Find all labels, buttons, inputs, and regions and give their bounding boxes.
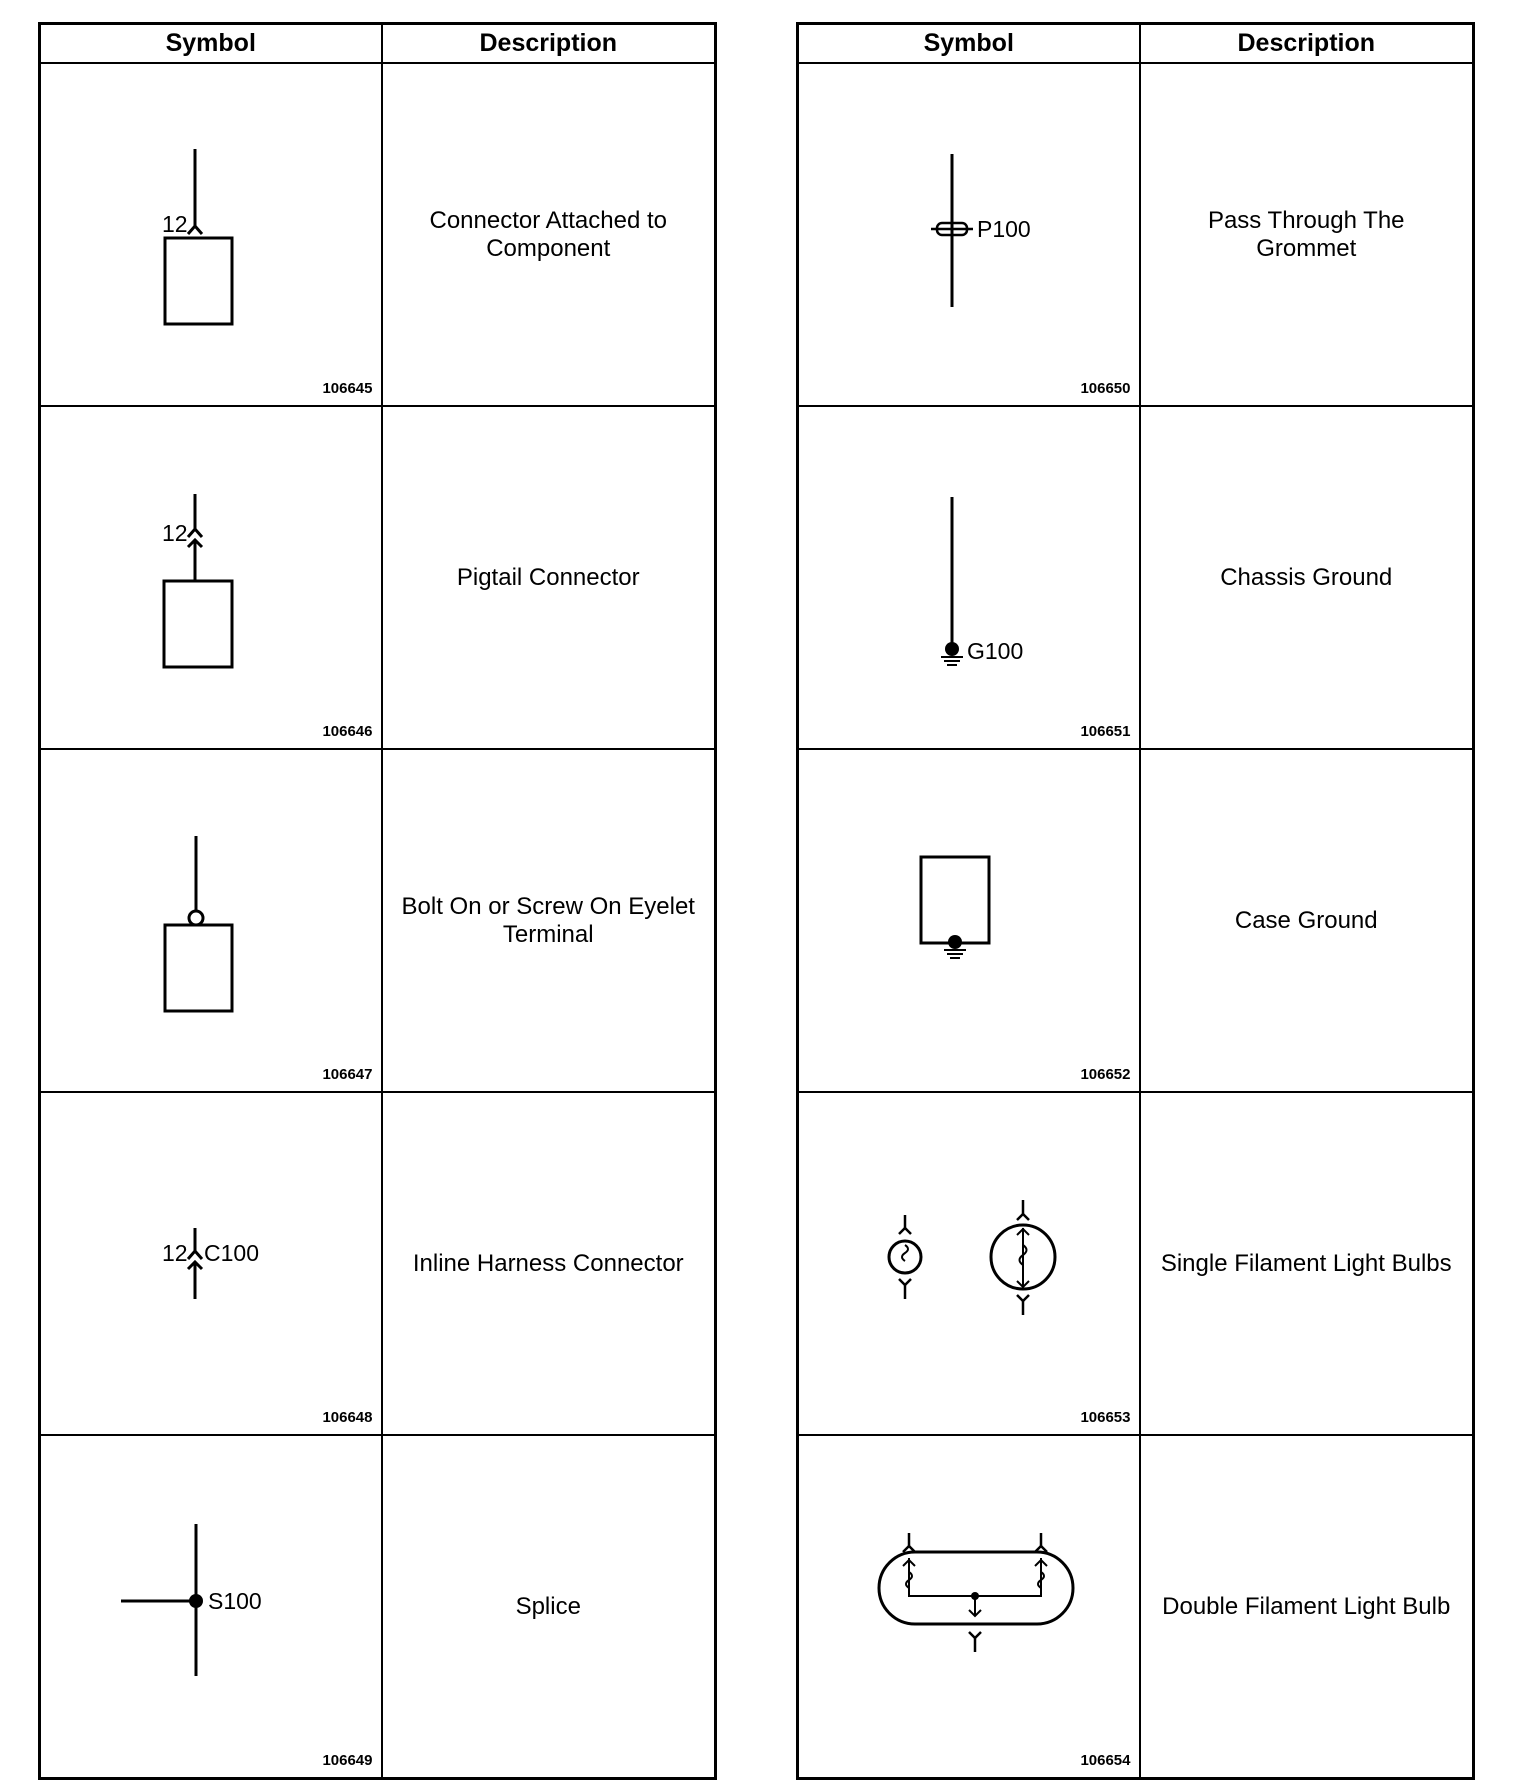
left-symbol-table: [38, 22, 717, 1780]
eyelet-terminal-icon: [41, 750, 383, 1091]
symbol-cell: [798, 63, 1140, 406]
symbol-cell: [798, 1435, 1140, 1779]
chassis-ground-icon: [799, 407, 1141, 748]
description-cell: Inline Harness Connector: [382, 1092, 716, 1435]
symbol-cell: [40, 406, 382, 749]
inline-harness-connector-icon: [41, 1093, 383, 1434]
table-row: [40, 1435, 716, 1779]
figure-id: 106647: [322, 1066, 373, 1083]
figure-id: 106650: [1080, 380, 1131, 397]
description-column-header: Description: [1140, 24, 1474, 64]
symbol-cell: [40, 1435, 382, 1779]
description-cell: Double Filament Light Bulb: [1140, 1435, 1474, 1779]
description-cell: Single Filament Light Bulbs: [1140, 1092, 1474, 1435]
table-row: [40, 1092, 716, 1435]
table-row: [798, 406, 1474, 749]
description-cell: Pigtail Connector: [382, 406, 716, 749]
figure-id: 106649: [322, 1752, 373, 1769]
splice-icon: [41, 1436, 383, 1777]
table-row: [40, 749, 716, 1092]
table-row: [40, 406, 716, 749]
symbol-cell: [40, 749, 382, 1092]
connector-label: 12: [162, 520, 188, 546]
table-row: [798, 749, 1474, 1092]
connector-attached-icon: [41, 64, 383, 405]
connector-id-label: C100: [204, 1240, 259, 1266]
figure-id: 106652: [1080, 1066, 1131, 1083]
symbol-column-header: Symbol: [798, 24, 1140, 64]
description-cell: Connector Attached to Component: [382, 63, 716, 406]
grommet-icon: [799, 64, 1141, 405]
single-filament-bulb-icon: [799, 1093, 1141, 1434]
splice-label: S100: [208, 1588, 262, 1614]
figure-id: 106648: [322, 1409, 373, 1426]
figure-id: 106654: [1080, 1752, 1131, 1769]
description-cell: Case Ground: [1140, 749, 1474, 1092]
figure-id: 106645: [322, 380, 373, 397]
table-row: [798, 1092, 1474, 1435]
symbol-cell: [798, 1092, 1140, 1435]
pigtail-connector-icon: [41, 407, 383, 748]
case-ground-icon: [799, 750, 1141, 1091]
description-cell: Splice: [382, 1435, 716, 1779]
right-symbol-table: [796, 22, 1475, 1780]
description-cell: Pass Through The Grommet: [1140, 63, 1474, 406]
figure-id: 106653: [1080, 1409, 1131, 1426]
symbol-cell: [798, 749, 1140, 1092]
symbol-column-header: Symbol: [40, 24, 382, 64]
connector-label: 12: [162, 211, 188, 237]
description-cell: Chassis Ground: [1140, 406, 1474, 749]
grommet-label: P100: [977, 216, 1031, 242]
figure-id: 106646: [322, 723, 373, 740]
description-cell: Bolt On or Screw On Eyelet Terminal: [382, 749, 716, 1092]
table-row: [40, 63, 716, 406]
table-row: [798, 1435, 1474, 1779]
table-row: [798, 63, 1474, 406]
double-filament-bulb-icon: [799, 1436, 1141, 1777]
symbol-cell: [40, 63, 382, 406]
symbol-cell: [40, 1092, 382, 1435]
ground-label: G100: [967, 638, 1024, 664]
connector-pin-label: 12: [162, 1240, 188, 1266]
description-column-header: Description: [382, 24, 716, 64]
figure-id: 106651: [1080, 723, 1131, 740]
symbol-cell: [798, 406, 1140, 749]
